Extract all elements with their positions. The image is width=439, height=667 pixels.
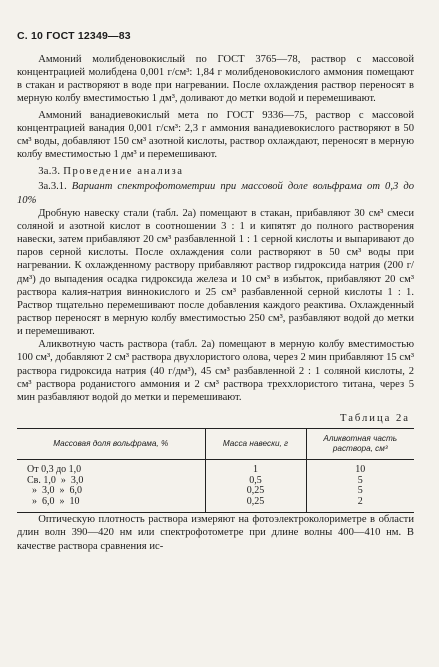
paragraph-vanadium: Аммоний ванадиевокислый мета по ГОСТ 9336—75, раствор с массовой концентрацией ванадия 0,001 г/см³: 2,3 г аммония ванадиевокислого растворяют в 50 см³ воды, добавляют 150 см³ азотной кислоты, раствор охлаждают, переносят в мерную колбу вместимостью 1 дм³ и перемешивают. (17, 109, 414, 161)
column-header: Массовая доля вольфрама, % (17, 429, 205, 460)
paragraph-aliquot: Аликвотную часть раствора (табл. 2а) помещают в мерную колбу вместимостью 100 см³, добавляют 2 см³ раствора двухлористого олова, через 2 мин прибавляют 15 см³ раствора гидроксида натрия (40 г/дм³), 45 см³ разбавленной 2 : 1 соляной кислоты, 2 см³ раствора роданистого аммония и 2 см³ раствора треххлористого титана, через 5 мин разбавляют водой до метки и перемешивают. (17, 339, 414, 403)
column-header: Аликвотная часть раствора, см³ (306, 429, 414, 460)
subsection-title: Вариант спектрофотометрии при массовой доле вольфрама от 0,3 до 10% (17, 181, 414, 206)
table-cell: 0,5 (205, 476, 306, 487)
table-header-row (17, 429, 414, 460)
table-cell: Св. 1,0 » 3,0 (27, 474, 84, 486)
table-cell: 1 (205, 460, 306, 476)
table-cell: 2 (306, 497, 414, 513)
column-header: Масса навески, г (205, 429, 306, 460)
paragraph-sample-prep: Дробную навеску стали (табл. 2а) помещают в стакан, прибавляют 30 см³ смеси соляной и азотной кислот в соотношении 3 : 1 и кипятят до полного растворения навески, затем прибавляют 20 см³ разбавленной 1 : 1 серной кислоты и выпаривают до паров серной кислоты. После охлаждения соли растворяют в 50 см³ воды при нагревании. К охлажденному раствору прибавляют раствор гидроксида натрия (200 г/дм³) до выпадения осадка гидроксида железа и 10 см³ в избыток, прибавляют 20 см³ раствора калия-натрия виннокислого и 25 см³ разбавленной серной кислоты 1 : 1. Раствор тщательно перемешивают после добавления каждого реактива. Охлажденный раствор переносят в мерную колбу вместимостью 250 см³, разбавляют водой до метки и перемешивают. (17, 207, 414, 338)
table-cell: 0,25 (205, 497, 306, 513)
table-cell: 5 (306, 486, 414, 497)
subsection-heading (17, 180, 414, 206)
paragraph-measurement: Оптическую плотность раствора измеряют на фотоэлектроколориметре в области длин волн 390—420 нм или спектрофотометре при длине волны 400—410 нм. В качестве раствора сравнения ис- (17, 514, 414, 552)
table-cell: От 0,3 до 1,0 (27, 464, 82, 476)
data-table (17, 428, 414, 513)
table-cell: » 6,0 » 10 (17, 497, 205, 513)
table-row (17, 497, 414, 513)
section-title: Проведение анализа (63, 166, 184, 178)
document-body (17, 53, 414, 553)
table-caption-text: Таблица 2а (339, 413, 410, 425)
subsection-number: 3а.3.1. (38, 181, 67, 193)
paragraph-molybdenum: Аммоний молибденовокислый по ГОСТ 3765—78, раствор с массовой концентрацией молибдена 0,001 г/см³: 1,84 г молибденовокислого аммония помещают в стакан и растворяют в воде при нагревании. После охлаждения раствор переносят в мерную колбу вместимостью 1 дм³, доливают до метки водой и перемешивают. (17, 54, 414, 105)
table-caption (17, 412, 410, 425)
table-cell: 5 (306, 476, 414, 487)
table-cell: 10 (306, 460, 414, 476)
page-header: С. 10 ГОСТ 12349—83 (17, 30, 131, 42)
table-cell: 0,25 (205, 486, 306, 497)
section-heading (17, 165, 414, 178)
table-row (17, 460, 414, 476)
section-number: 3а.3. (38, 166, 61, 178)
table-cell: » 3,0 » 6,0 (27, 485, 82, 497)
